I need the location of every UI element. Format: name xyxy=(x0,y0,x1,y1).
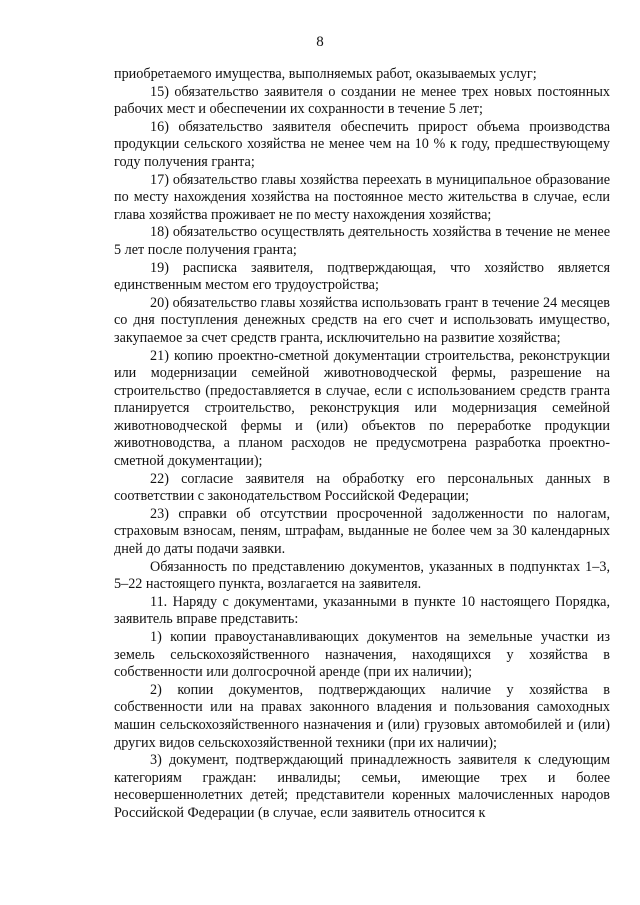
paragraph-item-22: 22) согласие заявителя на обработку его персональных данных в соответствии с законодательством Российской Федерации; xyxy=(114,470,610,505)
paragraph-subitem-3: 3) документ, подтверждающий принадлежность заявителя к следующим категориям граждан: инвалиды; семьи, имеющие трех и более несовершеннолетних детей; представители коренных малочисленных народов Российской Федерации (в случае, если заявитель относится к xyxy=(114,752,610,821)
paragraph-obligation-note: Обязанность по представлению документов, указанных в подпунктах 1–3, 5–22 настоящего пункта, возлагается на заявителя. xyxy=(114,558,610,593)
paragraph-subitem-2: 2) копии документов, подтверждающих наличие у хозяйства в собственности или на правах законного владения и пользования самоходных машин сельскохозяйственного назначения и (или) грузовых автомобилей и (или) других видов сельскохозяйственной техники (при их наличии); xyxy=(114,681,610,751)
paragraph-item-15: 15) обязательство заявителя о создании не менее трех новых постоянных рабочих мест и обеспечении их сохранности в течение 5 лет; xyxy=(114,83,610,118)
paragraph-item-18: 18) обязательство осуществлять деятельность хозяйства в течение не менее 5 лет после получения гранта; xyxy=(114,224,610,258)
paragraph-item-19: 19) расписка заявителя, подтверждающая, что хозяйство является единственным местом его трудоустройства; xyxy=(114,259,610,294)
paragraph-item-20: 20) обязательство главы хозяйства использовать грант в течение 24 месяцев со дня поступления денежных средств на его счет и использовать имущество, закупаемое за счет средств гранта, исключительно на развитие хозяйства; xyxy=(114,294,610,346)
paragraph-item-21: 21) копию проектно-сметной документации строительства, реконструкции или модернизации семейной животноводческой фермы, разрешение на строительство (предоставляется в случае, если с использованием средств гранта планируется строительство, реконструкция или модернизация семейной животноводческой фермы и (или) объектов по переработке продукции животноводства, а планом расходов не предусмотрена разработка проектно-сметной документации); xyxy=(114,347,610,470)
paragraph-item-16: 16) обязательство заявителя обеспечить прирост объема производства продукции сельского хозяйства не менее чем на 10 % к году, предшествующему году получения гранта; xyxy=(114,118,610,170)
paragraph-subitem-1: 1) копии правоустанавливающих документов на земельные участки из земель сельскохозяйственного назначения, находящихся у хозяйства в собственности или долгосрочной аренде (при их наличии); xyxy=(114,629,610,681)
paragraph-item-17: 17) обязательство главы хозяйства переехать в муниципальное образование по месту нахождения хозяйства на постоянное место жительства в случае, если глава хозяйства проживает не по месту нахождения хозяйства; xyxy=(114,171,610,223)
paragraph-section-11: 11. Наряду с документами, указанными в пункте 10 настоящего Порядка, заявитель вправе представить: xyxy=(114,593,610,628)
paragraph-item-23: 23) справки об отсутствии просроченной задолженности по налогам, страховым взносам, пеням, штрафам, выданные не более чем за 30 календарных дней до даты подачи заявки. xyxy=(114,505,610,558)
page-number: 8 xyxy=(316,34,324,50)
document-body xyxy=(114,66,610,823)
paragraph-continuation: приобретаемого имущества, выполняемых работ, оказываемых услуг; xyxy=(114,66,537,82)
